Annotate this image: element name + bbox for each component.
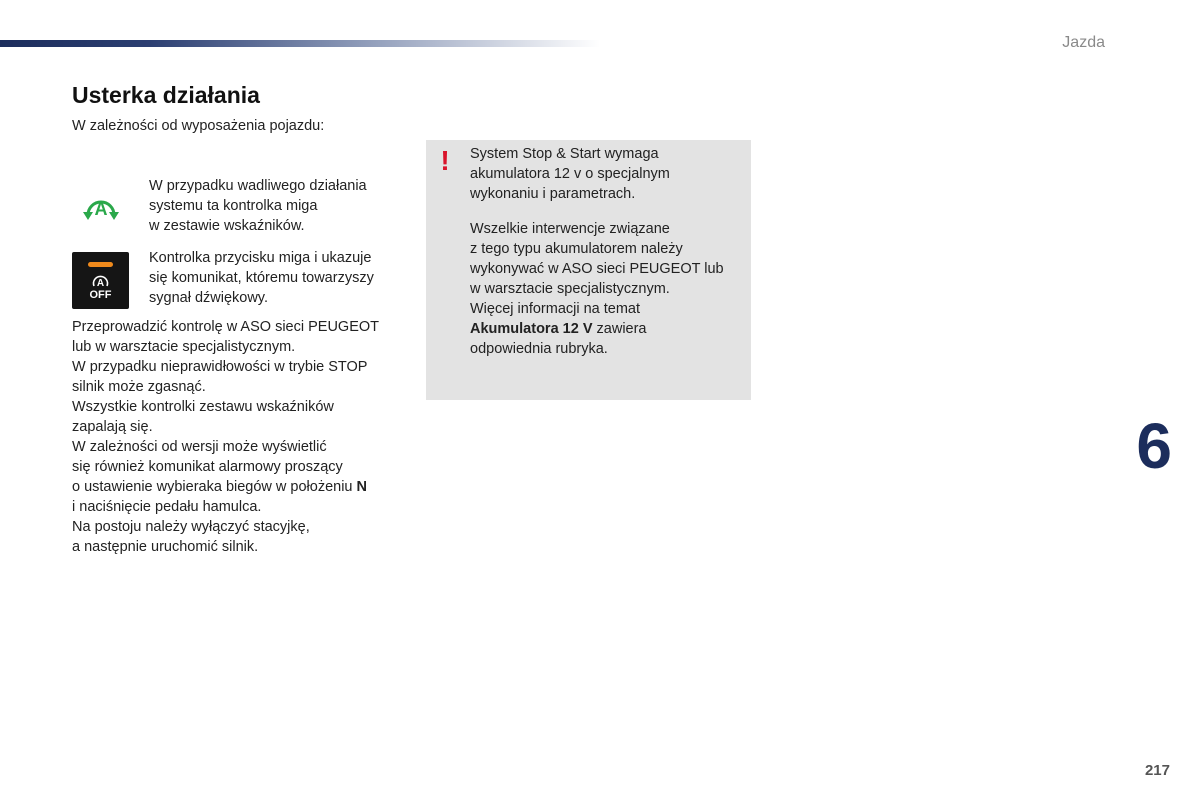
body-text: Przeprowadzić kontrolę w ASO sieci PEUGEOT lub w warsztacie specjalistycznym. W przypadku nieprawidłowości w trybie STOP silnik może zgasnąć. Wszystkie kontrolki zestawu wskaźników zapalają się. W zależności od wersji może wyświetlić się również komunikat alarmowy proszący o ustawienie wybieraka biegów w położeniu N i naciśnięcie pedału hamulca. Na postoju należy wyłączyć stacyjkę, a następnie uruchomić silnik. <box>72 319 380 555</box>
stop-start-off-button-icon <box>72 252 129 309</box>
indicator-2-text: Kontrolka przycisku miga i ukazuje się komunikat, któremu towarzyszy sygnał dźwiękowy. <box>149 250 374 306</box>
page-number: 217 <box>1144 762 1170 779</box>
intro-text: W zależności od wyposażenia pojazdu: <box>72 118 325 134</box>
off-label: OFF <box>89 289 112 301</box>
notice-box <box>426 140 751 400</box>
svg-text:A: A <box>96 278 105 289</box>
section-label: Jazda <box>1062 34 1105 51</box>
indicator-1-text: W przypadku wadliwego działania systemu ta kontrolka miga w zestawie wskaźników. <box>149 178 367 234</box>
notice-paragraph-1: System Stop & Start wymaga akumulatora 12 v o specjalnym wykonaniu i parametrach. <box>470 146 670 202</box>
notice-paragraph-2: Wszelkie interwencje związane z tego typu akumulatorem należy wykonywać w ASO sieci PEUGEOT lub w warsztacie specjalistycznym. Więcej informacji na temat Akumulatora 12 V zawiera odpowiednia rubryka. <box>470 221 724 357</box>
header-bar <box>0 40 600 47</box>
page-title: Usterka działania <box>72 82 260 108</box>
chapter-number: 6 <box>1136 410 1172 482</box>
warning-exclamation-icon: ! <box>440 145 450 176</box>
led-indicator <box>88 262 113 267</box>
auto-stop-start-icon <box>82 191 120 225</box>
svg-text:A: A <box>94 199 108 219</box>
